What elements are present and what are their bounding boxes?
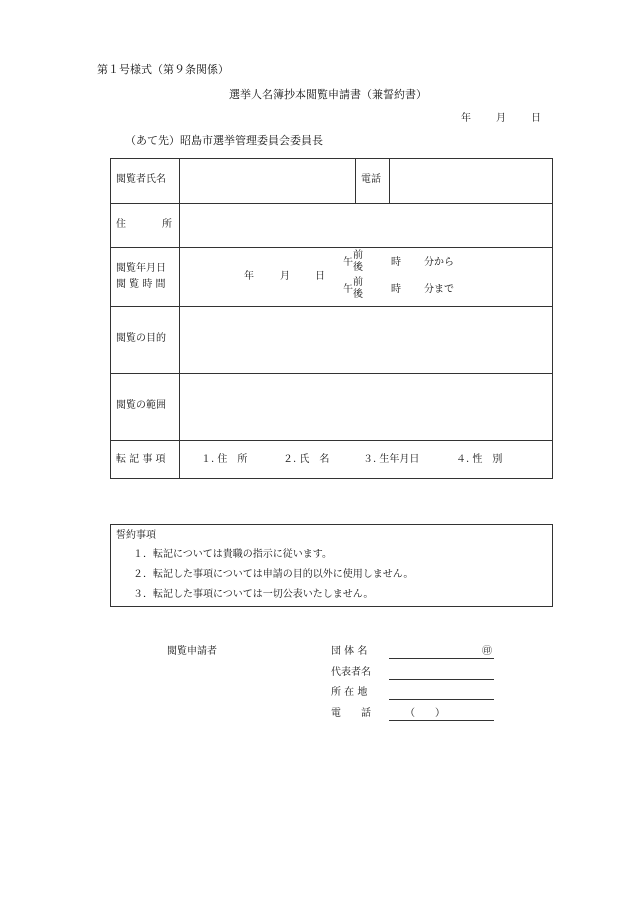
go-char: 午	[343, 284, 353, 295]
org-name-underline	[389, 658, 494, 659]
seal-mark: ㊞	[482, 646, 492, 657]
representative-label: 代表者名	[331, 667, 371, 678]
form-number: 第１号様式（第９条関係）	[97, 63, 229, 76]
representative-field[interactable]	[389, 664, 494, 679]
org-name-label: 団 体 名	[331, 646, 368, 657]
pledge-heading: 誓約事項	[116, 530, 156, 541]
scope-label: 閲覧の範囲	[116, 400, 166, 411]
phone-field[interactable]	[390, 159, 552, 203]
phone-cell-divider	[355, 158, 356, 203]
applicant-label: 閲覧申請者	[167, 646, 217, 657]
viewer-name-label: 閲覧者氏名	[116, 174, 166, 185]
purpose-field[interactable]	[180, 307, 552, 373]
applicant-phone-label: 電 話	[331, 708, 371, 719]
gogo-option: 後	[353, 262, 363, 273]
from-hour-label: 時	[391, 257, 401, 268]
row-divider	[110, 440, 553, 441]
viewing-date-month: 月	[280, 271, 290, 282]
scope-field[interactable]	[180, 374, 552, 440]
purpose-label: 閲覧の目的	[116, 333, 166, 344]
gozen-option: 前	[353, 250, 363, 261]
pledge-item-2: ２．転記した事項については申請の目的以外に使用しません。	[133, 569, 414, 580]
ampm-selector-until[interactable]	[343, 278, 363, 302]
applicant-phone-field[interactable]: （ ）	[405, 708, 445, 719]
address-label-2: 所	[162, 219, 172, 230]
until-minute-label: 分まで	[424, 284, 454, 295]
location-label: 所 在 地	[331, 687, 368, 698]
representative-underline	[389, 679, 494, 680]
pledge-item-1: １．転記については貴職の指示に従います。	[133, 549, 332, 560]
ampm-selector-from[interactable]	[343, 251, 363, 275]
viewing-date-day: 日	[315, 271, 325, 282]
transcription-item-name[interactable]: ２. 氏 名	[283, 454, 330, 465]
address-label-1: 住	[116, 219, 126, 230]
transcription-item-birthdate[interactable]: ３. 生年月日	[363, 454, 420, 465]
transcription-item-gender[interactable]: ４. 性 別	[456, 454, 503, 465]
until-hour-label: 時	[391, 284, 401, 295]
date-year: 年	[461, 113, 471, 124]
viewer-name-field[interactable]	[180, 159, 355, 203]
phone-label: 電話	[361, 174, 381, 185]
date-day: 日	[531, 113, 541, 124]
address-field[interactable]	[180, 204, 552, 247]
location-underline	[389, 699, 494, 700]
go-char: 午	[343, 257, 353, 268]
pledge-item-3: ３．転記した事項については一切公表いたしません。	[133, 589, 374, 600]
viewing-date-year: 年	[244, 271, 254, 282]
document-title: 選挙人名簿抄本閲覧申請書（兼誓約書）	[229, 88, 427, 101]
transcription-label: 転 記 事 項	[116, 454, 166, 465]
transcription-item-address[interactable]: １. 住 所	[201, 454, 248, 465]
addressee: （あて先）昭島市選挙管理委員会委員長	[125, 134, 323, 147]
viewing-time-label: 閲 覧 時 間	[116, 279, 166, 290]
org-name-field[interactable]	[389, 643, 481, 658]
gogo-option: 後	[353, 289, 363, 300]
viewing-date-label: 閲覧年月日	[116, 263, 166, 274]
from-minute-label: 分から	[424, 257, 454, 268]
row-divider	[110, 247, 553, 248]
gozen-option: 前	[353, 277, 363, 288]
applicant-phone-underline	[389, 720, 494, 721]
date-month: 月	[496, 113, 506, 124]
location-field[interactable]	[389, 684, 494, 699]
